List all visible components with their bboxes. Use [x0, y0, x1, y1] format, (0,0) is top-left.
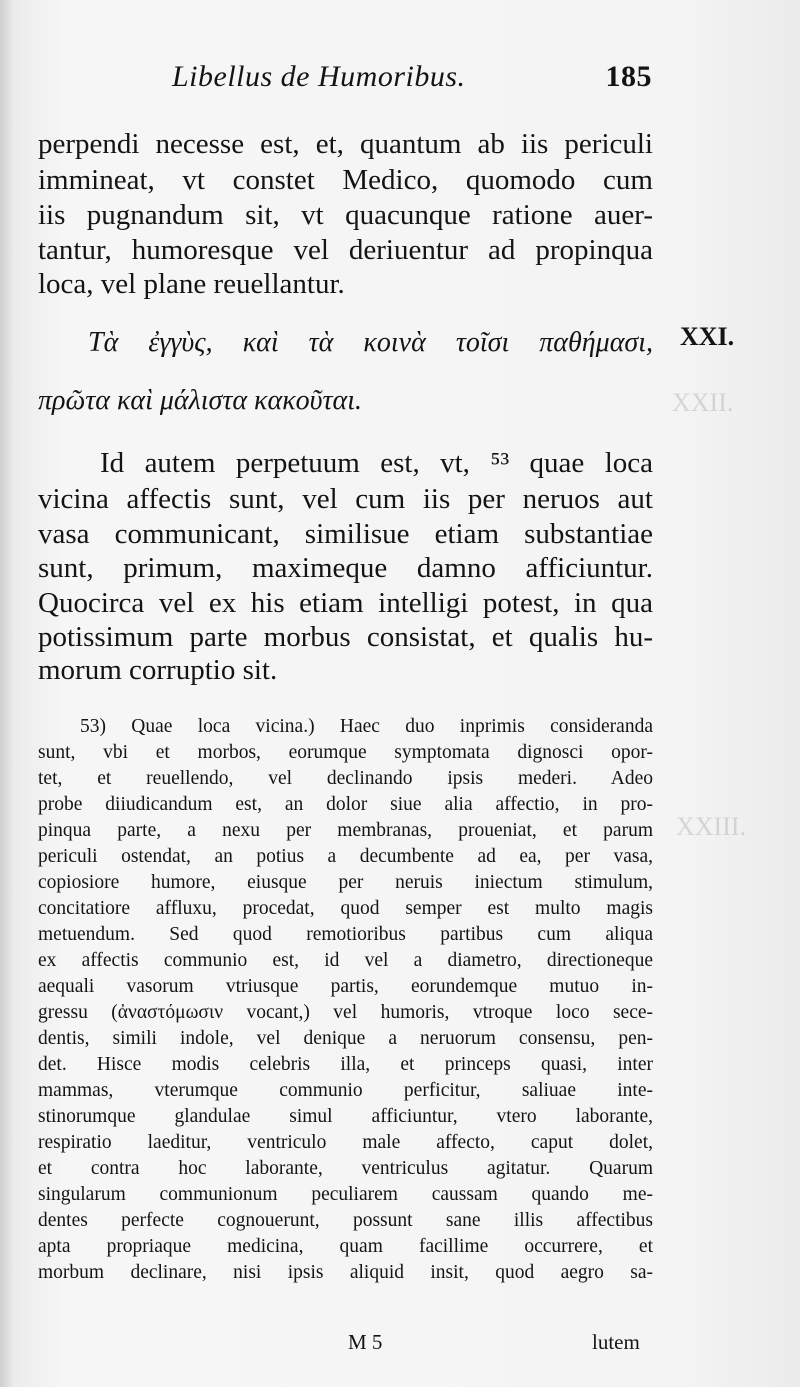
footnote-line: ex affectis communio est, id vel a diametro, directioneque — [38, 950, 653, 971]
footnote-line: probe diiudicandum est, an dolor siue alia affectio, in pro- — [38, 794, 653, 815]
text-line: immineat, vt constet Medico, quomodo cum — [38, 164, 653, 196]
text-line: loca, vel plane reuellantur. — [38, 268, 345, 300]
footnote-line: apta propriaque medicina, quam facillime occurrere, et — [38, 1236, 653, 1257]
footnote-line: dentis, simili indole, vel denique a neruorum consensu, pen- — [38, 1028, 653, 1049]
greek-line: πρῶτα καὶ μάλιστα κακοῦται. — [38, 385, 362, 416]
footnote-line: dentes perfecte cognouerunt, possunt sane illis affectibus — [38, 1210, 653, 1231]
footnote-line: respiratio laeditur, ventriculo male affecto, caput dolet, — [38, 1132, 653, 1153]
text-line: vasa communicant, similisue etiam substantiae — [38, 518, 653, 550]
text-line: iis pugnandum sit, vt quacunque ratione auer- — [38, 199, 653, 231]
footnote-line: 53) Quae loca vicina.) Haec duo inprimis consideranda — [80, 716, 653, 737]
text-line: sunt, primum, maximeque damno afficiuntur. — [38, 552, 653, 584]
aphorism-number: XXI. — [680, 322, 735, 351]
catchword: lutem — [592, 1330, 640, 1354]
footnote-line: det. Hisce modis celebris illa, et princeps quasi, inter — [38, 1054, 653, 1075]
text-line: Quocirca vel ex his etiam intelligi potest, in qua — [38, 587, 653, 619]
footnote-line: metuendum. Sed quod remotioribus partibus cum aliqua — [38, 924, 653, 945]
footnote-line: tet, et reuellendo, vel declinando ipsis mederi. Adeo — [38, 768, 653, 789]
gutter-shadow — [0, 0, 14, 1387]
text-line: vicina affectis sunt, vel cum iis per neruos aut — [38, 483, 653, 515]
text-line: tantur, humoresque vel deriuentur ad propinqua — [38, 234, 653, 266]
signature-mark: M 5 — [348, 1330, 383, 1354]
footnote-line: aequali vasorum vtriusque partis, eorundemque mutuo in- — [38, 976, 653, 997]
footnote-line: gressu (ἀναστόμωσιν vocant,) vel humoris, vtroque loco sece- — [38, 1002, 653, 1023]
footnote-line: pinqua parte, a nexu per membranas, proueniat, et parum — [38, 820, 653, 841]
text-line: potissimum parte morbus consistat, et qualis hu- — [38, 621, 653, 653]
footnote-line: periculi ostendat, an potius a decumbente ad ea, per vasa, — [38, 846, 653, 867]
text-line: perpendi necesse est, et, quantum ab iis periculi — [38, 128, 653, 160]
text-line: Id autem perpetuum est, vt, ⁵³ quae loca — [100, 447, 653, 479]
footnote-line: concitatiore affluxu, procedat, quod semper est multo magis — [38, 898, 653, 919]
text-line: morum corruptio sit. — [38, 654, 278, 686]
running-title: Libellus de Humoribus. — [172, 60, 466, 93]
footnote-line: et contra hoc laborante, ventriculus agitatur. Quarum — [38, 1158, 653, 1179]
show-through-mark: XXII. — [672, 388, 734, 417]
footnote-line: sunt, vbi et morbos, eorumque symptomata dignosci opor- — [38, 742, 653, 763]
greek-line: Τὰ ἐγγὺς, καὶ τὰ κοινὰ τοῖσι παθήμασι, — [88, 327, 653, 358]
footnote-line: copiosiore humore, eiusque per neruis iniectum stimulum, — [38, 872, 653, 893]
footnote-line: stinorumque glandulae simul afficiuntur, vtero laborante, — [38, 1106, 653, 1127]
page-number: 185 — [605, 60, 652, 93]
footnote-line: morbum declinare, nisi ipsis aliquid insit, quod aegro sa- — [38, 1262, 653, 1283]
footnote-line: mammas, vterumque communio perficitur, saliuae inte- — [38, 1080, 653, 1101]
footnote-line: singularum communionum peculiarem caussam quando me- — [38, 1184, 653, 1205]
show-through-mark: XXIII. — [676, 812, 747, 841]
